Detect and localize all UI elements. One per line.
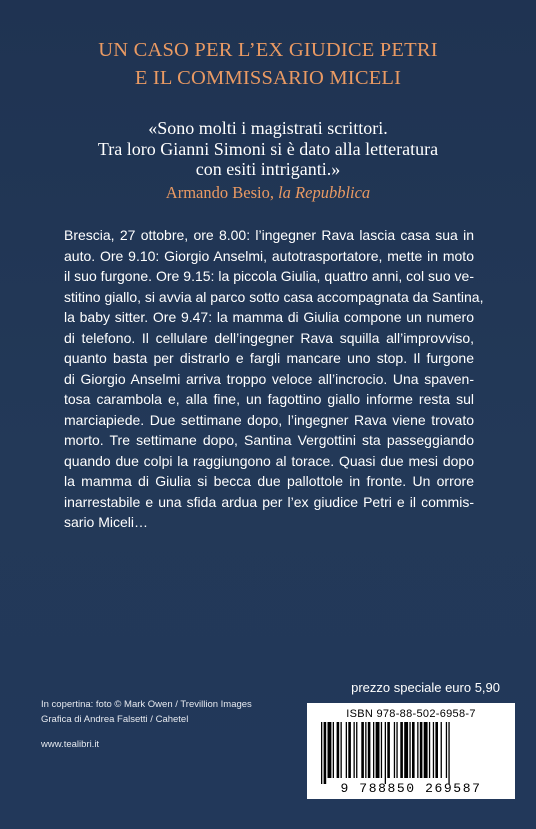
quote-attribution (0, 183, 536, 203)
ean-number: 9 788850 269587 (340, 781, 482, 796)
publisher-website: www.tealibri.it (41, 739, 100, 750)
synopsis-line: Brescia, 27 ottobre, ore 8.00: l’ingegner Rava lascia casa sua in (64, 227, 474, 243)
review-quote (0, 118, 536, 180)
isbn-text: ISBN 978-88-502-6958-7 (346, 708, 476, 720)
quote-line-1: «Sono molti i magistrati scrittori. (148, 118, 388, 138)
synopsis-line-last: sario Miceli… (64, 514, 149, 530)
headline-line-2: E IL COMMISSARIO MICELI (134, 67, 402, 89)
synopsis-line: quando due colpi la raggiungono al torace. Quasi due mesi dopo (64, 452, 474, 469)
synopsis-line: di telefono. Il cellulare dell’ingegner Rava squilla all’improvviso, (64, 329, 474, 346)
synopsis-line: quanto basta per distrarlo e fargli mancare uno stop. Il furgone (64, 350, 474, 366)
price-label: prezzo speciale euro 5,90 (351, 680, 500, 695)
credits (41, 697, 301, 752)
synopsis-line: marciapiede. Due settimane dopo, l’ingegner Rava viene trovato (64, 411, 474, 428)
quote-line-3: con esiti intriganti.» (195, 159, 341, 179)
synopsis-line: stitino giallo, si avvia al parco sotto casa accompagnata da Santina, (64, 288, 484, 305)
synopsis-line: auto. Ore 9.10: Giorgio Anselmi, autotrasportatore, mette in moto (64, 247, 474, 264)
barcode-icon (307, 722, 515, 784)
synopsis-line: tosa carambola e, alla fine, un fagottino giallo informe resta sul (64, 391, 474, 407)
headline-line-1: UN CASO PER L’EX GIUDICE PETRI (98, 39, 438, 61)
graphics-credit: Grafica di Andrea Falsetti / Cahetel (41, 714, 189, 725)
quote-line-2: Tra loro Gianni Simoni si è dato alla letteratura (97, 138, 439, 159)
attribution-publication: la Repubblica (278, 183, 371, 202)
synopsis-line: la mamma di Giulia si becca due pallottole in fronte. Un orrore (64, 473, 474, 489)
synopsis-line: il suo furgone. Ore 9.15: la piccola Giulia, quattro anni, col suo ve- (64, 268, 474, 284)
cover-credit: In copertina: foto © Mark Owen / Trevillion Images (41, 699, 252, 710)
synopsis-line: morto. Tre settimane dopo, Santina Vergottini sta passeggiando (64, 432, 474, 448)
synopsis-line: di Giorgio Anselmi arriva troppo veloce all’incrocio. Una spaven- (64, 370, 474, 387)
synopsis-line: la baby sitter. Ore 9.47: la mamma di Giulia compone un numero (64, 309, 474, 325)
attribution-author: Armando Besio, (165, 183, 279, 202)
barcode-box (307, 703, 515, 799)
headline (0, 36, 536, 92)
synopsis (64, 225, 484, 533)
synopsis-line: inarrestabile e una sfida ardua per l’ex giudice Petri e il commis- (64, 493, 474, 510)
